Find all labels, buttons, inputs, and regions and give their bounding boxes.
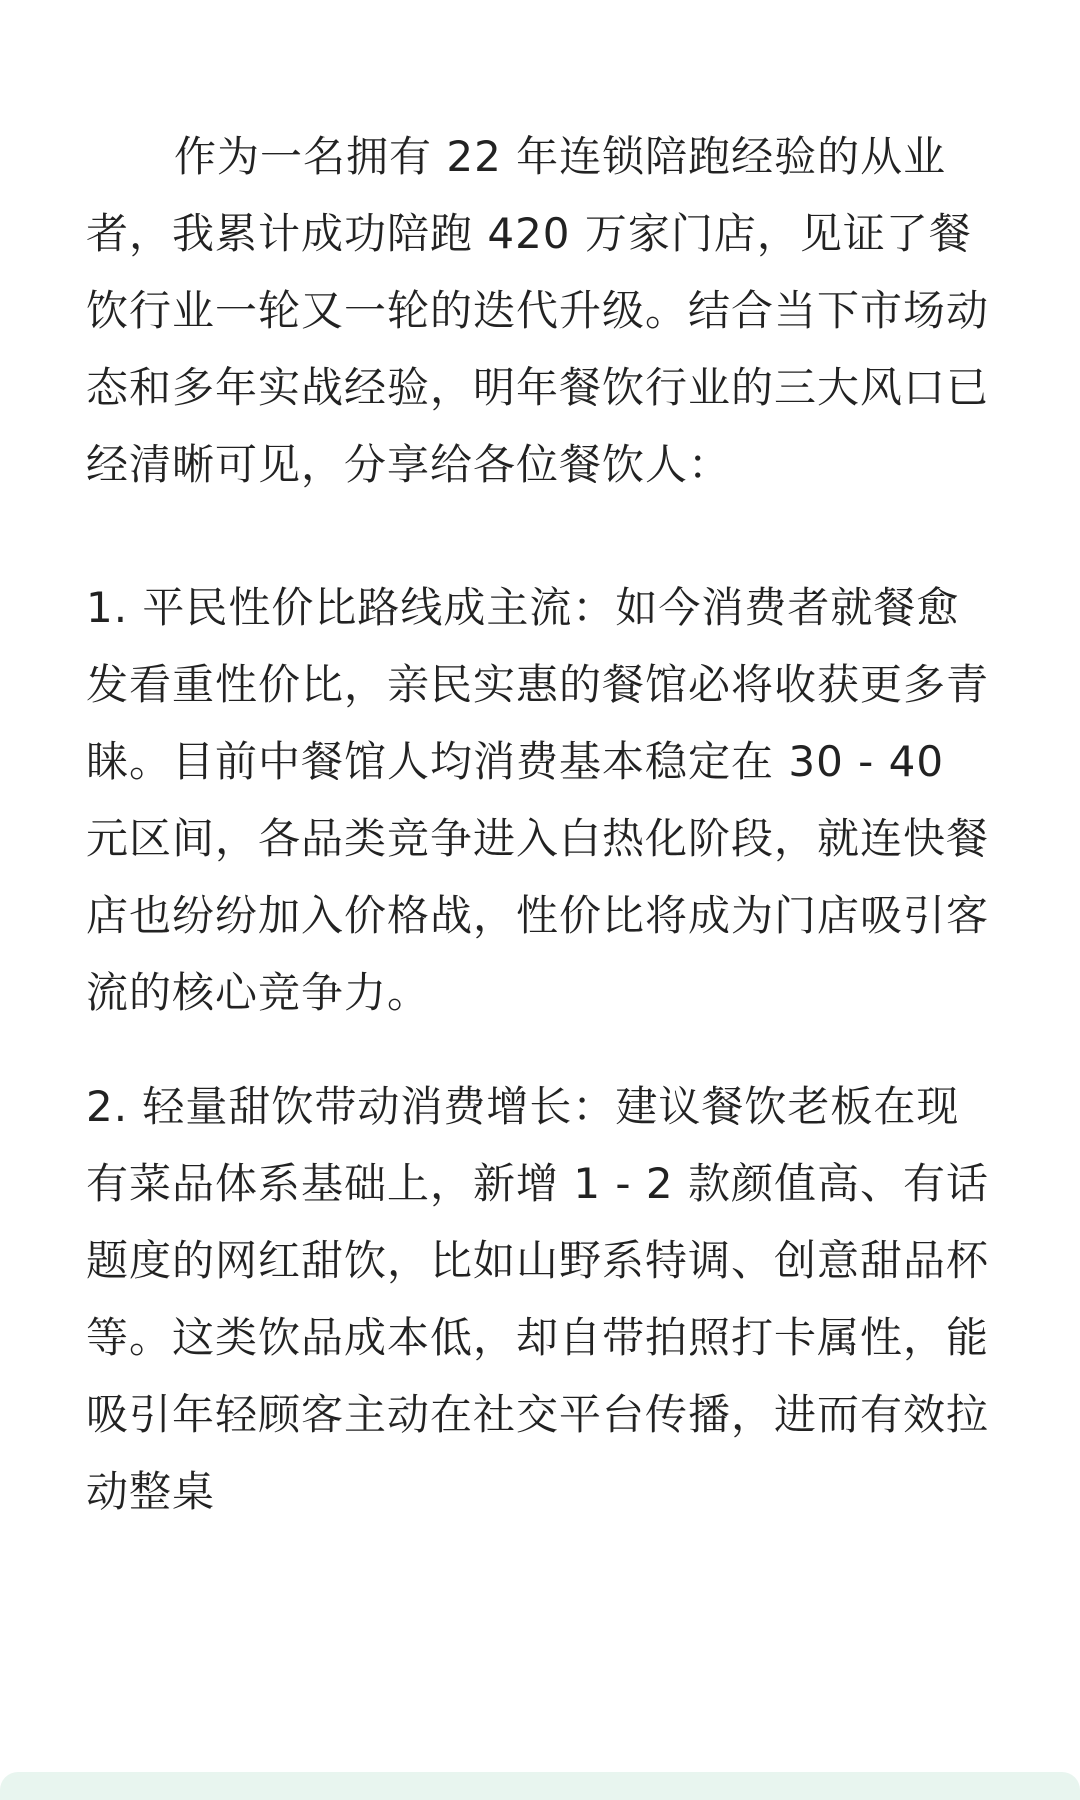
point-two-paragraph: 2. 轻量甜饮带动消费增长：建议餐饮老板在现有菜品体系基础上，新增 1 - 2 款颜值高、有话题度的网红甜饮，比如山野系特调、创意甜品杯等。这类饮品成本低，却自带拍照打卡属性，能吸引年轻顾客主动在社交平台传播，进而有效拉动整桌 bbox=[86, 1082, 990, 1516]
point-one-paragraph: 1. 平民性价比路线成主流：如今消费者就餐愈发看重性价比，亲民实惠的餐馆必将收获更多青睐。目前中餐馆人均消费基本稳定在 30 - 40 元区间，各品类竞争进入白热化阶段，就连快餐店也纷纷加入价格战，性价比将成为门店吸引客流的核心竞争力。 bbox=[86, 583, 990, 1017]
paragraph-spacer bbox=[86, 503, 996, 569]
article-content bbox=[86, 118, 996, 1530]
bottom-panel-edge bbox=[0, 1772, 1080, 1800]
paragraph-spacer bbox=[86, 1031, 996, 1068]
intro-paragraph: 作为一名拥有 22 年连锁陪跑经验的从业者，我累计成功陪跑 420 万家门店，见证了餐饮行业一轮又一轮的迭代升级。结合当下市场动态和多年实战经验，明年餐饮行业的三大风口已经清晰可见，分享给各位餐饮人： bbox=[86, 132, 990, 489]
